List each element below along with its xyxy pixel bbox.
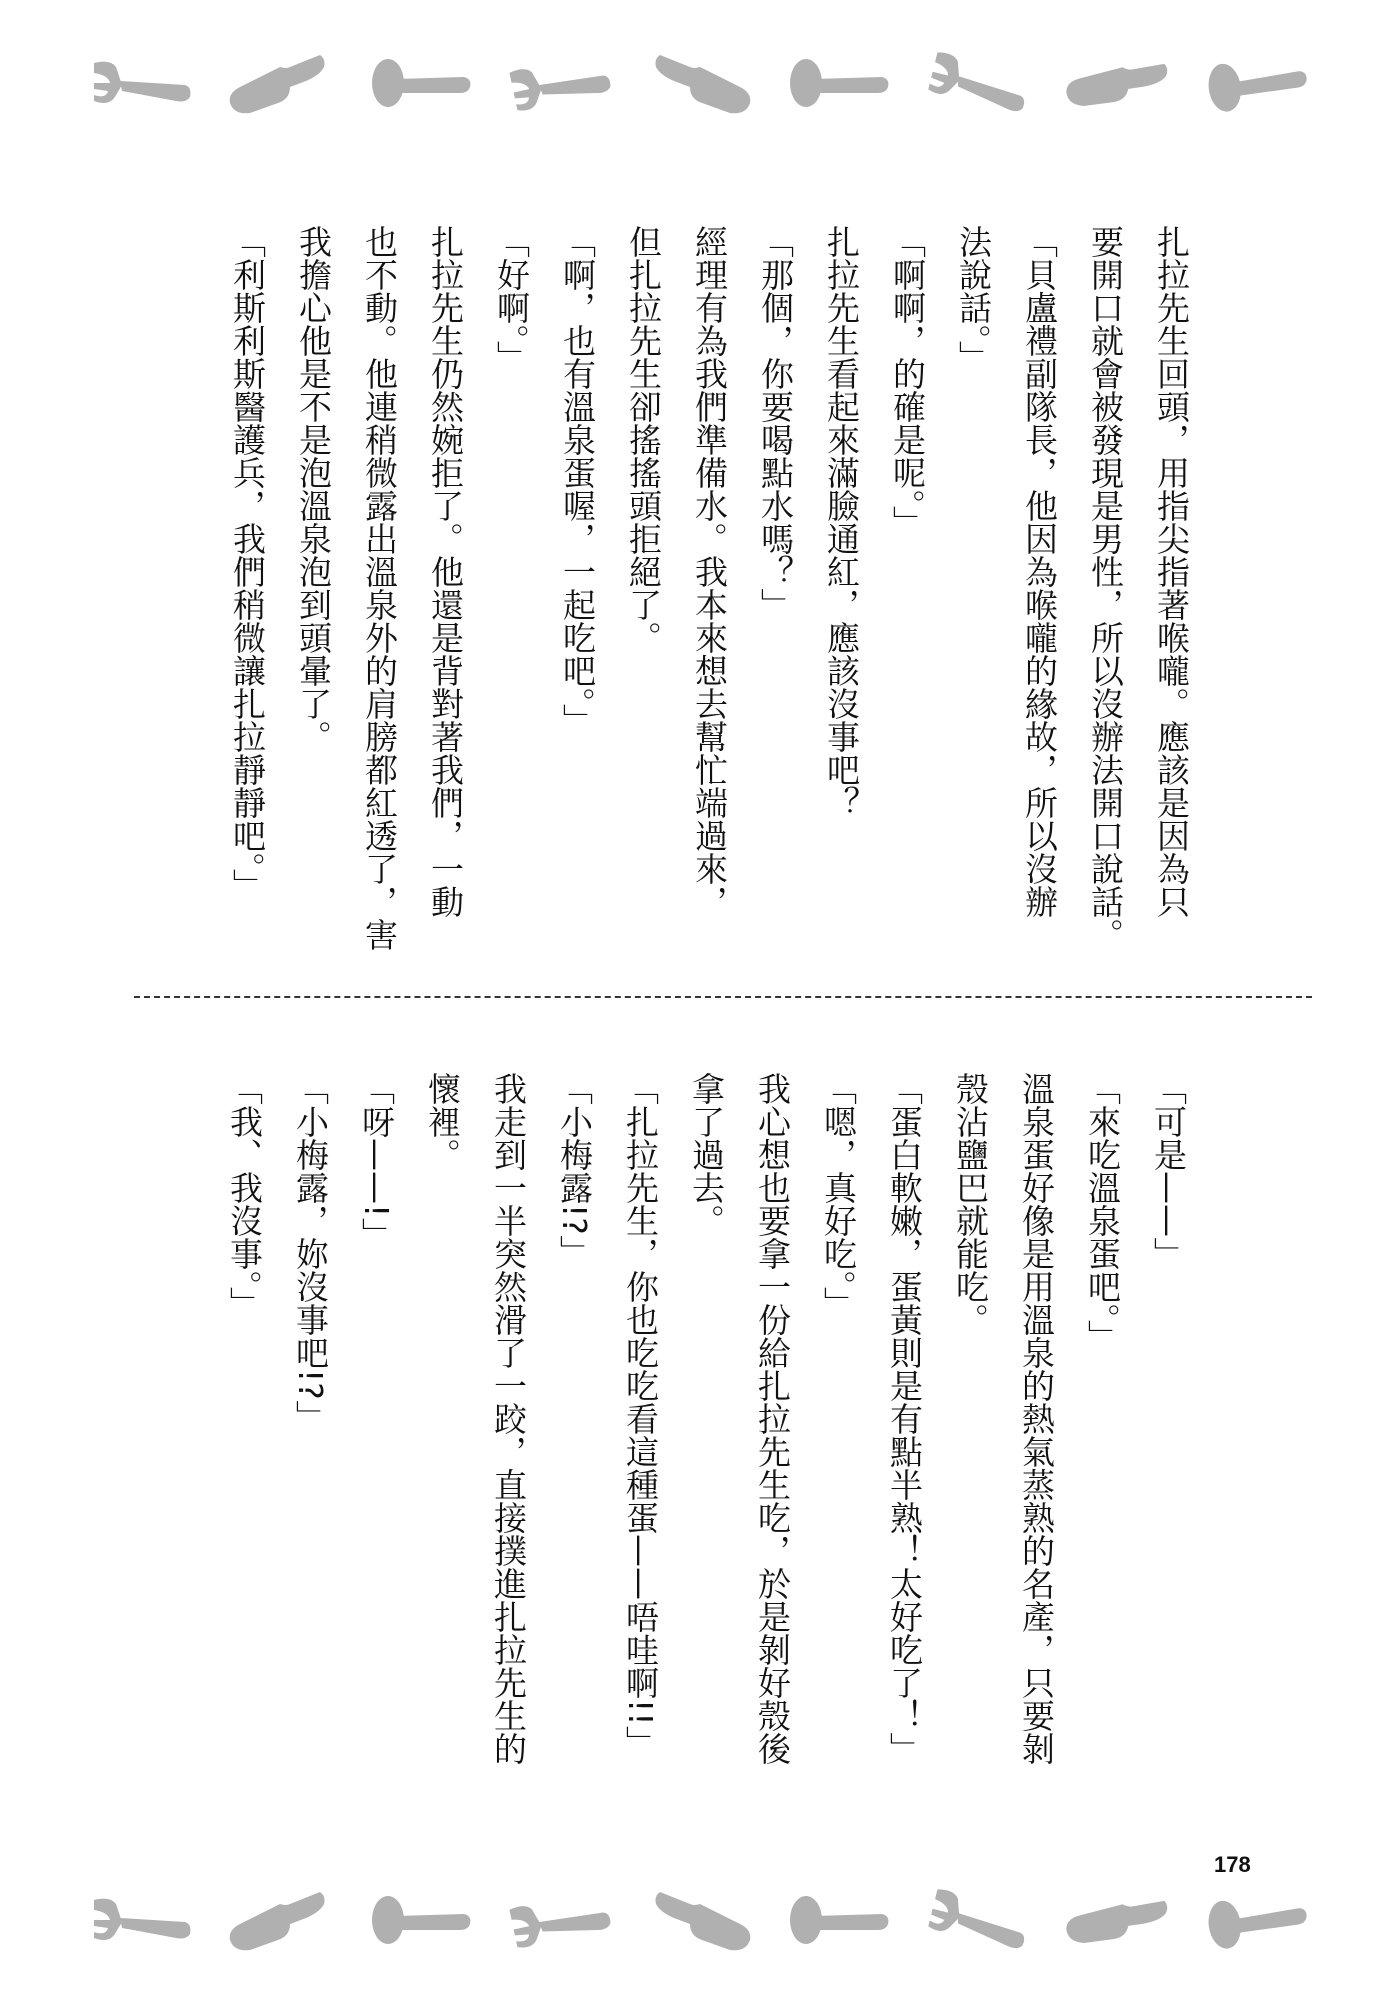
text-column: 「可是——」 <box>1149 1072 1188 1270</box>
section-divider <box>134 996 1312 998</box>
text-column: 要開口就會被發現是男性，所以沒辦法開口說話。 <box>1086 225 1125 951</box>
knife-icon <box>1060 45 1180 115</box>
page-number: 178 <box>1214 1852 1251 1877</box>
text-column: 「啊，也有溫泉蛋喔，一起吃吧。」 <box>558 225 597 737</box>
text-column: 「蛋白軟嫩，蛋黃則是有點半熟！太好吃了！」 <box>885 1072 924 1765</box>
text-column: 拿了過去。 <box>687 1072 726 1237</box>
knife-icon <box>220 45 340 115</box>
spoon-icon <box>362 45 482 115</box>
fork-icon <box>918 1882 1038 1952</box>
text-column: 懷裡。 <box>423 1072 462 1171</box>
spoon-icon <box>780 45 900 115</box>
text-column: 經理有為我們準備水。我本來想去幫忙端過來， <box>690 225 729 918</box>
text-column: 「來吃溫泉蛋吧。」 <box>1083 1072 1122 1353</box>
top-cutlery-border <box>0 45 1400 115</box>
text-column: 「呀——!」 <box>357 1072 396 1251</box>
text-column: 「我、我沒事。」 <box>225 1072 264 1320</box>
text-column: 「啊啊，的確是呢。」 <box>888 225 927 539</box>
text-column: 「利斯利斯醫護兵，我們稍微讓扎拉靜靜吧。」 <box>228 225 267 902</box>
spoon-icon <box>1198 45 1318 115</box>
spoon-icon <box>780 1882 900 1952</box>
spoon-icon <box>1198 1882 1318 1952</box>
fork-icon <box>498 45 618 115</box>
text-column: 扎拉先生仍然婉拒了。他還是背對著我們，一動 <box>426 225 465 918</box>
spoon-icon <box>362 1882 482 1952</box>
text-column: 「那個，你要喝點水嗎？」 <box>756 225 795 621</box>
text-column: 我心想也要拿一份給扎拉先生吃，於是剝好殼後 <box>753 1072 792 1765</box>
fork-icon <box>498 1882 618 1952</box>
knife-icon <box>1060 1882 1180 1952</box>
knife-icon <box>220 1882 340 1952</box>
text-column: 法說話。」 <box>954 225 993 374</box>
knife-icon <box>640 1882 760 1952</box>
text-column: 溫泉蛋好像是用溫泉的熱氣蒸熟的名產，只要剝 <box>1017 1072 1056 1765</box>
fork-icon <box>80 1882 200 1952</box>
text-column: 殼沾鹽巴就能吃。 <box>951 1072 990 1336</box>
text-column: 也不動。他連稍微露出溫泉外的肩膀都紅透了，害 <box>360 225 399 951</box>
text-column: 我走到一半突然滑了一跤，直接撲進扎拉先生的 <box>489 1072 528 1765</box>
text-column: 但扎拉先生卻搖搖頭拒絕了。 <box>624 225 663 654</box>
bottom-text-section <box>211 1072 1201 1832</box>
text-column: 我擔心他是不是泡溫泉泡到頭暈了。 <box>294 225 333 753</box>
text-column: 「嗯，真好吃。」 <box>819 1072 858 1320</box>
fork-icon <box>80 45 200 115</box>
text-column: 「貝盧禮副隊長，他因為喉嚨的緣故，所以沒辦 <box>1020 225 1059 918</box>
knife-icon <box>640 45 760 115</box>
text-column: 「好啊。」 <box>492 225 531 374</box>
text-column: 「小梅露，妳沒事吧!?」 <box>291 1072 330 1433</box>
fork-icon <box>918 45 1038 115</box>
text-column: 「小梅露!?」 <box>555 1072 594 1268</box>
bottom-cutlery-border <box>0 1882 1400 1952</box>
text-column: 「扎拉先生，你也吃吃看這種蛋——唔哇啊!!」 <box>621 1072 660 1759</box>
text-column: 扎拉先生回頭，用指尖指著喉嚨。應該是因為只 <box>1152 225 1191 918</box>
text-column: 扎拉先生看起來滿臉通紅，應該沒事吧？ <box>822 225 861 819</box>
top-text-section <box>214 225 1204 965</box>
